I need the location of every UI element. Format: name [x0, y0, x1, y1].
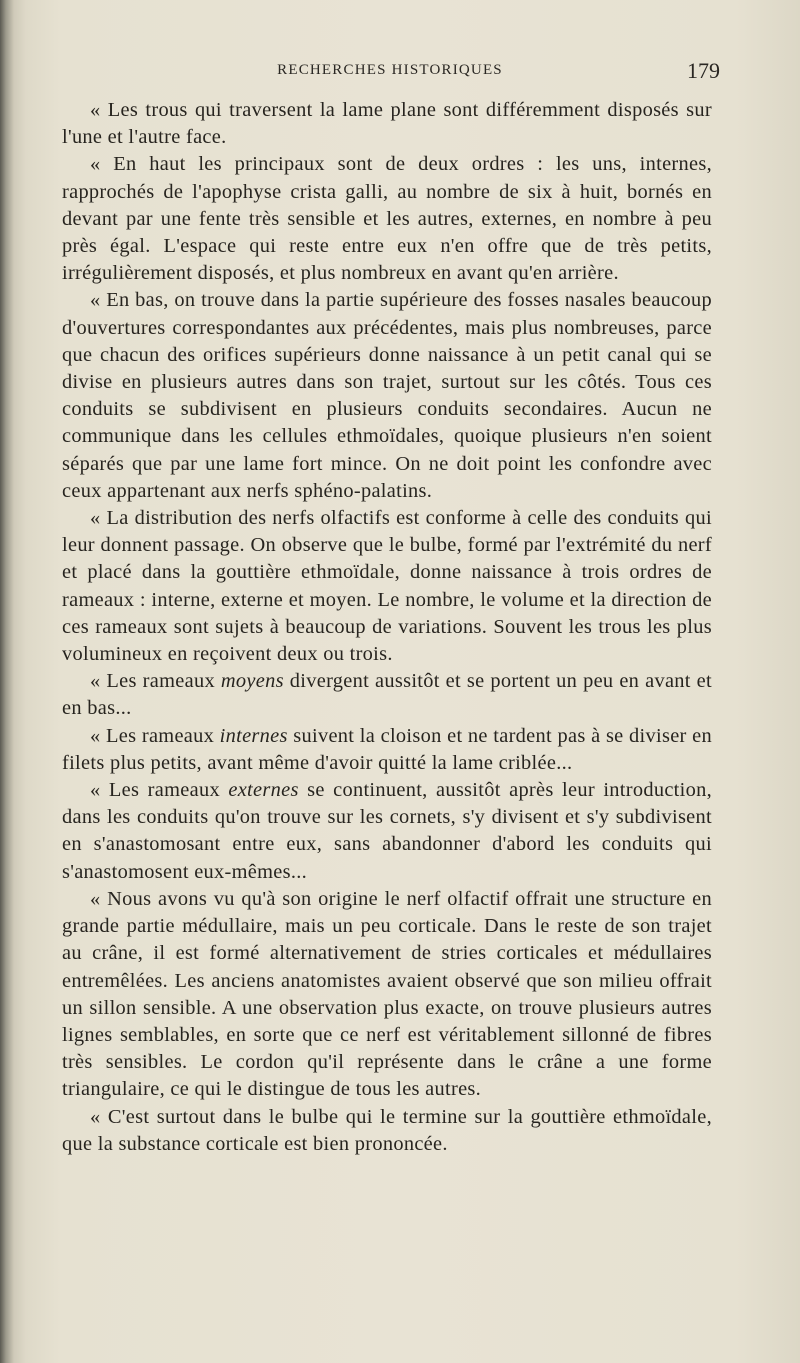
page-number: 179 [687, 58, 720, 83]
paragraph-text: « Les rameaux [90, 724, 220, 747]
paragraph [62, 668, 712, 722]
paragraph: « Nous avons vu qu'à son origine le nerf olfactif offrait une structure en grande partie médullaire, mais un peu corticale. Dans le reste de son trajet au crâne, il est formé alternativement de stries corticales et médullaires entremêlées. Les anciens anatomistes avaient observé que son milieu offrait un sillon sensible. A une observation plus exacte, on trouve plusieurs autres lignes semblables, en sorte que ce nerf est véritablement sillonné de fibres très sensibles. Le cordon qu'il représente dans le crâne a une forme triangulaire, ce qui le distingue de tous les autres. [62, 887, 712, 1101]
paragraph-text: « Les rameaux [90, 670, 221, 693]
body-text [62, 97, 712, 1158]
italic-term: externes [228, 779, 299, 802]
paragraph: « En bas, on trouve dans la partie supérieure des fosses nasales beaucoup d'ouvertures correspondantes aux précédentes, mais plus nombreuses, parce que chacun des orifices supérieurs donne naissance à un petit canal qui se divise en plusieurs autres dans son trajet, surtout sur les côtés. Tous ces conduits se subdivisent en plusieurs conduits secondaires. Aucun ne communique dans les cellules ethmoïdales, quoique plusieurs n'en soient séparés que par une lame fort mince. On ne doit point les confondre avec ceux appartenant aux nerfs sphéno-palatins. [62, 289, 712, 502]
paragraph: « C'est surtout dans le bulbe qui le termine sur la gouttière ethmoïdale, que la substance corticale est bien prononcée. [62, 1105, 712, 1155]
paragraph [62, 723, 712, 777]
running-head: RECHERCHES HISTORIQUES [277, 62, 503, 78]
paragraph-text: suivent la cloison et ne tardent pas à se diviser en filets plus petits, avant même d'avoir quitté la lame criblée... [62, 724, 712, 774]
page-header [60, 58, 720, 88]
italic-term: moyens [220, 670, 284, 693]
paragraph: « Les trous qui traversent la lame plane sont différemment disposés sur l'une et l'autre face. [62, 99, 712, 149]
paragraph-text: « Les rameaux [90, 779, 229, 802]
paragraph [62, 777, 712, 886]
italic-term: internes [219, 724, 288, 747]
paragraph: « La distribution des nerfs olfactifs est conforme à celle des conduits qui leur donnent passage. On observe que le bulbe, formé par l'extrémité du nerf et placé dans la gouttière ethmoïdale, donne naissance à trois ordres de rameaux : interne, externe et moyen. Le nombre, le volume et la direction de ces rameaux sont sujets à beaucoup de variations. Souvent les trous les plus volumineux en reçoivent deux ou trois. [62, 507, 712, 666]
paragraph-text: divergent aussitôt et se portent un peu en avant et en bas... [62, 670, 712, 720]
paragraph-text: se continuent, aussitôt après leur introduction, dans les conduits qu'on trouve sur les cornets, s'y divisent et s'y subdivisent en s'anastomosant entre eux, sans abandonner d'abord les conduits qui s'anastomosent eux-mêmes... [62, 779, 712, 883]
paragraph: « En haut les principaux sont de deux ordres : les uns, internes, rapprochés de l'apophyse crista galli, au nombre de six à huit, bornés en devant par une fente très sensible et les autres, externes, en nombre à peu près égal. L'espace qui reste entre eux n'en offre que de très petits, irrégulièrement disposés, et plus nombreux en avant qu'en arrière. [62, 153, 712, 285]
